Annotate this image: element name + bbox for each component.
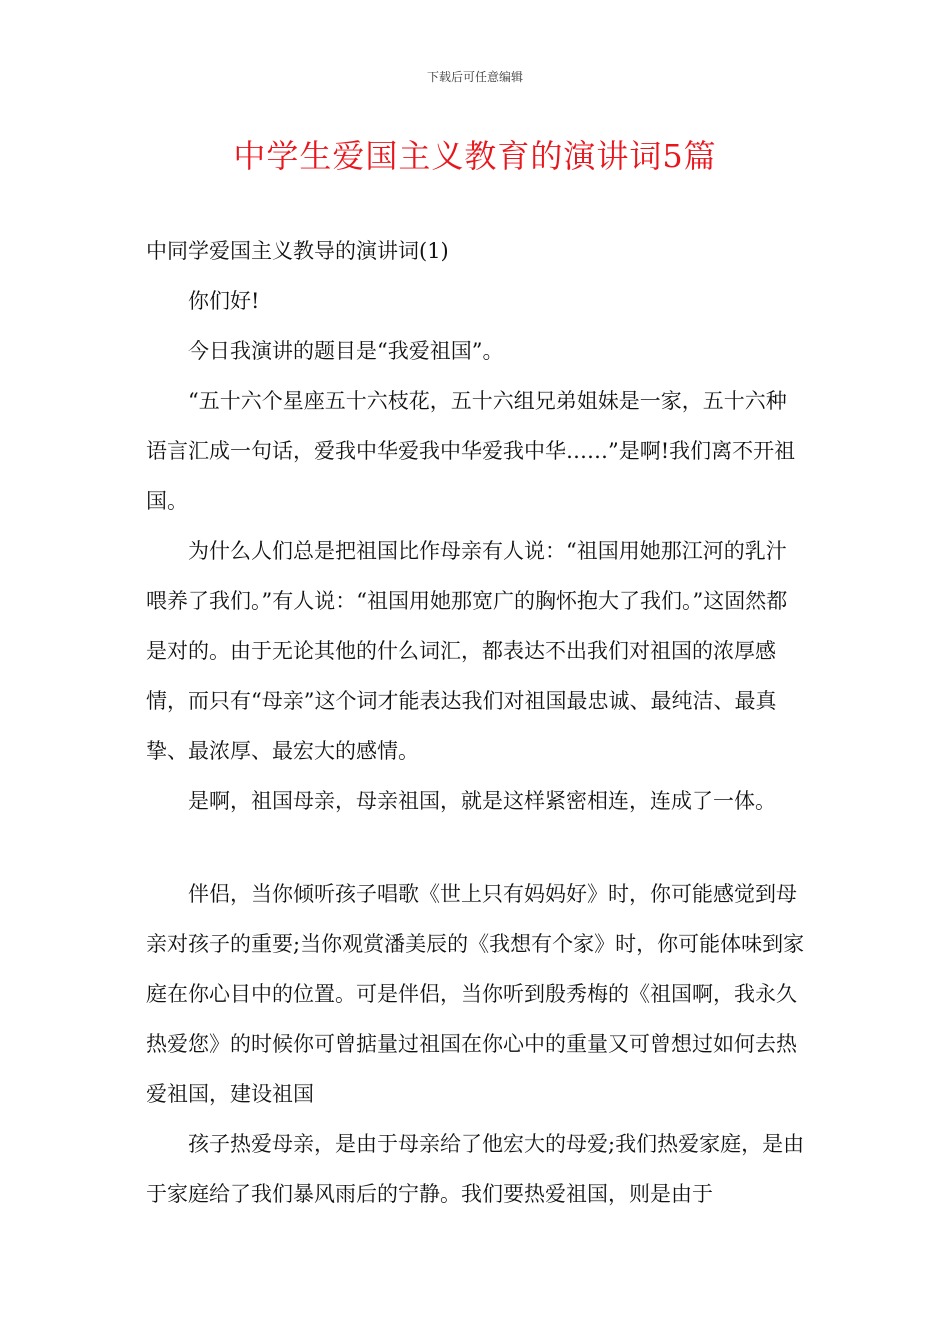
paragraph-greeting: 你们好!: [188, 289, 260, 313]
header-note: 下载后可任意编辑: [426, 70, 523, 84]
paragraph-gap: [146, 826, 806, 869]
paragraph-topic: 今日我演讲的题目是“我爱祖国”。: [188, 339, 504, 363]
document-title: 中学生爱国主义教育的演讲词5篇: [233, 137, 717, 175]
paragraph-children-love: 孩子热爱母亲，是由于母亲给了他宏大的母爱;我们热爱家庭，是由于家庭给了我们暴风雨后的宁静。我们要热爱祖国，则是由于: [146, 1132, 805, 1206]
paragraph-connected: 是啊，祖国母亲，母亲祖国，就是这样紧密相连，连成了一体。: [188, 789, 776, 813]
paragraph-companion: 伴侣，当你倾听孩子唱歌《世上只有妈妈好》时，你可能感觉到母亲对孩子的重要;当你观赏潘美辰的《我想有个家》时，你可能体味到家庭在你心目中的位置。可是伴侣，当你听到殷秀梅的《祖国啊，我永久热爱您》的时候你可曾掂量过祖国在你心中的重量又可曾想过如何去热爱祖国，建设祖国: [146, 882, 805, 1106]
document-body: [146, 226, 806, 1219]
paragraph-song-quote: “五十六个星座五十六枝花，五十六组兄弟姐妹是一家，五十六种语言汇成一句话，爱我中华爱我中华爱我中华……”是啊!我们离不开祖国。: [146, 389, 796, 513]
section-heading: 中同学爱国主义教导的演讲词(1): [146, 239, 449, 263]
paragraph-motherland-mother: 为什么人们总是把祖国比作母亲有人说：“祖国用她那江河的乳汁喂养了我们。”有人说：“祖国用她那宽广的胸怀抱大了我们。”这固然都是对的。由于无论其他的什么词汇，都表达不出我们对祖国的浓厚感情，而只有“母亲”这个词才能表达我们对祖国最忠诚、最纯洁、最真挚、最浓厚、最宏大的感情。: [146, 539, 788, 763]
